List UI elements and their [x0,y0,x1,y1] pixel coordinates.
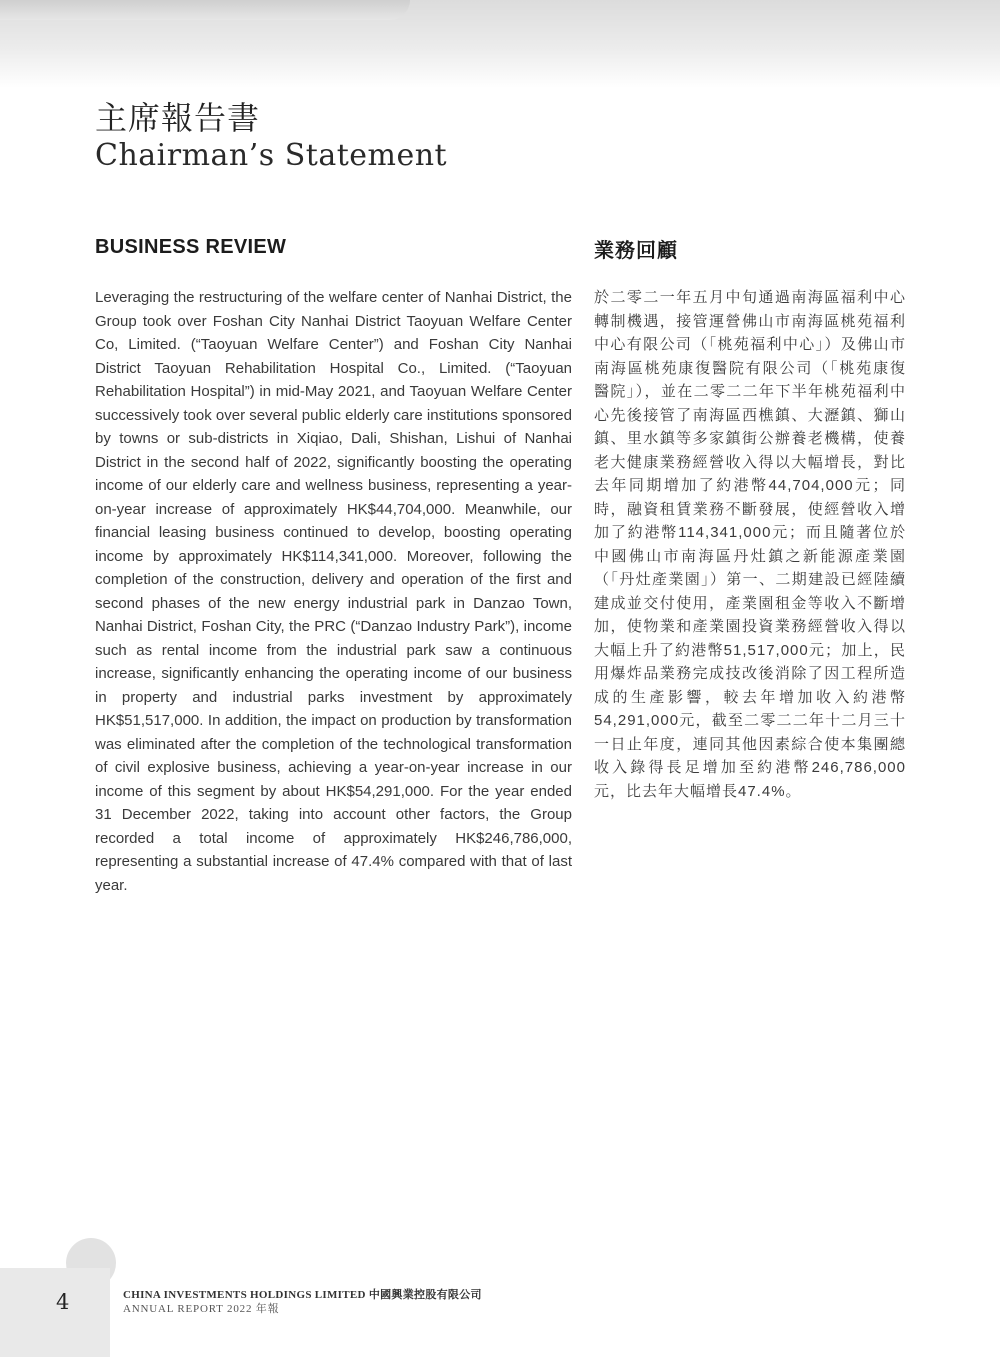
page-header [95,98,447,174]
section-heading-en: BUSINESS REVIEW [95,236,287,258]
footer-decorative-block [0,1268,110,1357]
page-title-zh: 主席報告書 [95,99,261,137]
top-decorative-band [0,0,1000,88]
footer-company-name: CHINA INVESTMENTS HOLDINGS LIMITED 中國興業控股有限公司 [123,1289,482,1301]
footer-report-title: ANNUAL REPORT 2022 年報 [123,1303,280,1315]
body-text-en: Leveraging the restructuring of the welfare center of Nanhai District, the Group took over Foshan City Nanhai District Taoyuan Welfare Center Co, Limited. (“Taoyuan Welfare Center”) and Foshan City Nanhai District Taoyuan Rehabilitation Hospital Co., Limited. (“Taoyuan Rehabilitation Hospital”) in mid-May 2021, and Taoyuan Welfare Center successively took over several public elderly care institutions sponsored by towns or sub-districts in Xiqiao, Dali, Shishan, Lishui of Nanhai District in the second half of 2022, significantly boosting the operating income of our elderly care and wellness business, representing a year-on-year increase of approximately HK$44,704,000. Meanwhile, our financial leasing business continued to develop, boosting operating income by approximately HK$114,341,000. Moreover, following the completion of the construction, delivery and operation of the first and second phases of the new energy industrial park in Danzao Town, Nanhai District, Foshan City, the PRC (“Danzao Industry Park”), income such as rental income from the industrial park saw a continuous increase, significantly enhancing the operating income of our business in property and industrial parks investment by approximately HK$51,517,000. In addition, the impact on production by transformation was eliminated after the completion of the technological transformation of civil explosive business, achieving a year-on-year increase in our income of this segment by about HK$54,291,000. For the year ended 31 December 2022, taking into account other factors, the Group recorded a total income of approximately HK$246,786,000, representing a substantial increase of 47.4% compared with that of last year. [95,289,572,894]
body-text-zh: 於二零二一年五月中旬通過南海區福利中心轉制機遇，接管運營佛山市南海區桃苑福利中心有限公司（「桃苑福利中心」）及佛山市南海區桃苑康復醫院有限公司（「桃苑康復醫院」），並在二零二二年下半年桃苑福利中心先後接管了南海區西樵鎮、大瀝鎮、獅山鎮、里水鎮等多家鎮街公辦養老機構，使養老大健康業務經營收入得以大幅增長，對比去年同期增加了約港幣44,704,000元；同時，融資租賃業務不斷發展，使經營收入增加了約港幣114,341,000元；而且隨著位於中國佛山市南海區丹灶鎮之新能源產業園（「丹灶產業園」）第一、二期建設已經陸續建成並交付使用，產業園租金等收入不斷增加，使物業和產業園投資業務經營收入得以大幅上升了約港幣51,517,000元；加上，民用爆炸品業務完成技改後消除了因工程所造成的生產影響，較去年增加收入約港幣54,291,000元，截至二零二二年十二月三十一日止年度，連同其他因素綜合使本集團總收入錄得長足增加至約港幣246,786,000元，比去年大幅增長47.4%。 [594,289,906,800]
section-heading-zh: 業務回顧 [594,240,678,262]
page-number: 4 [56,1290,70,1314]
page-title-en: Chairman’s Statement [95,138,448,173]
top-fold-shape [0,0,410,20]
